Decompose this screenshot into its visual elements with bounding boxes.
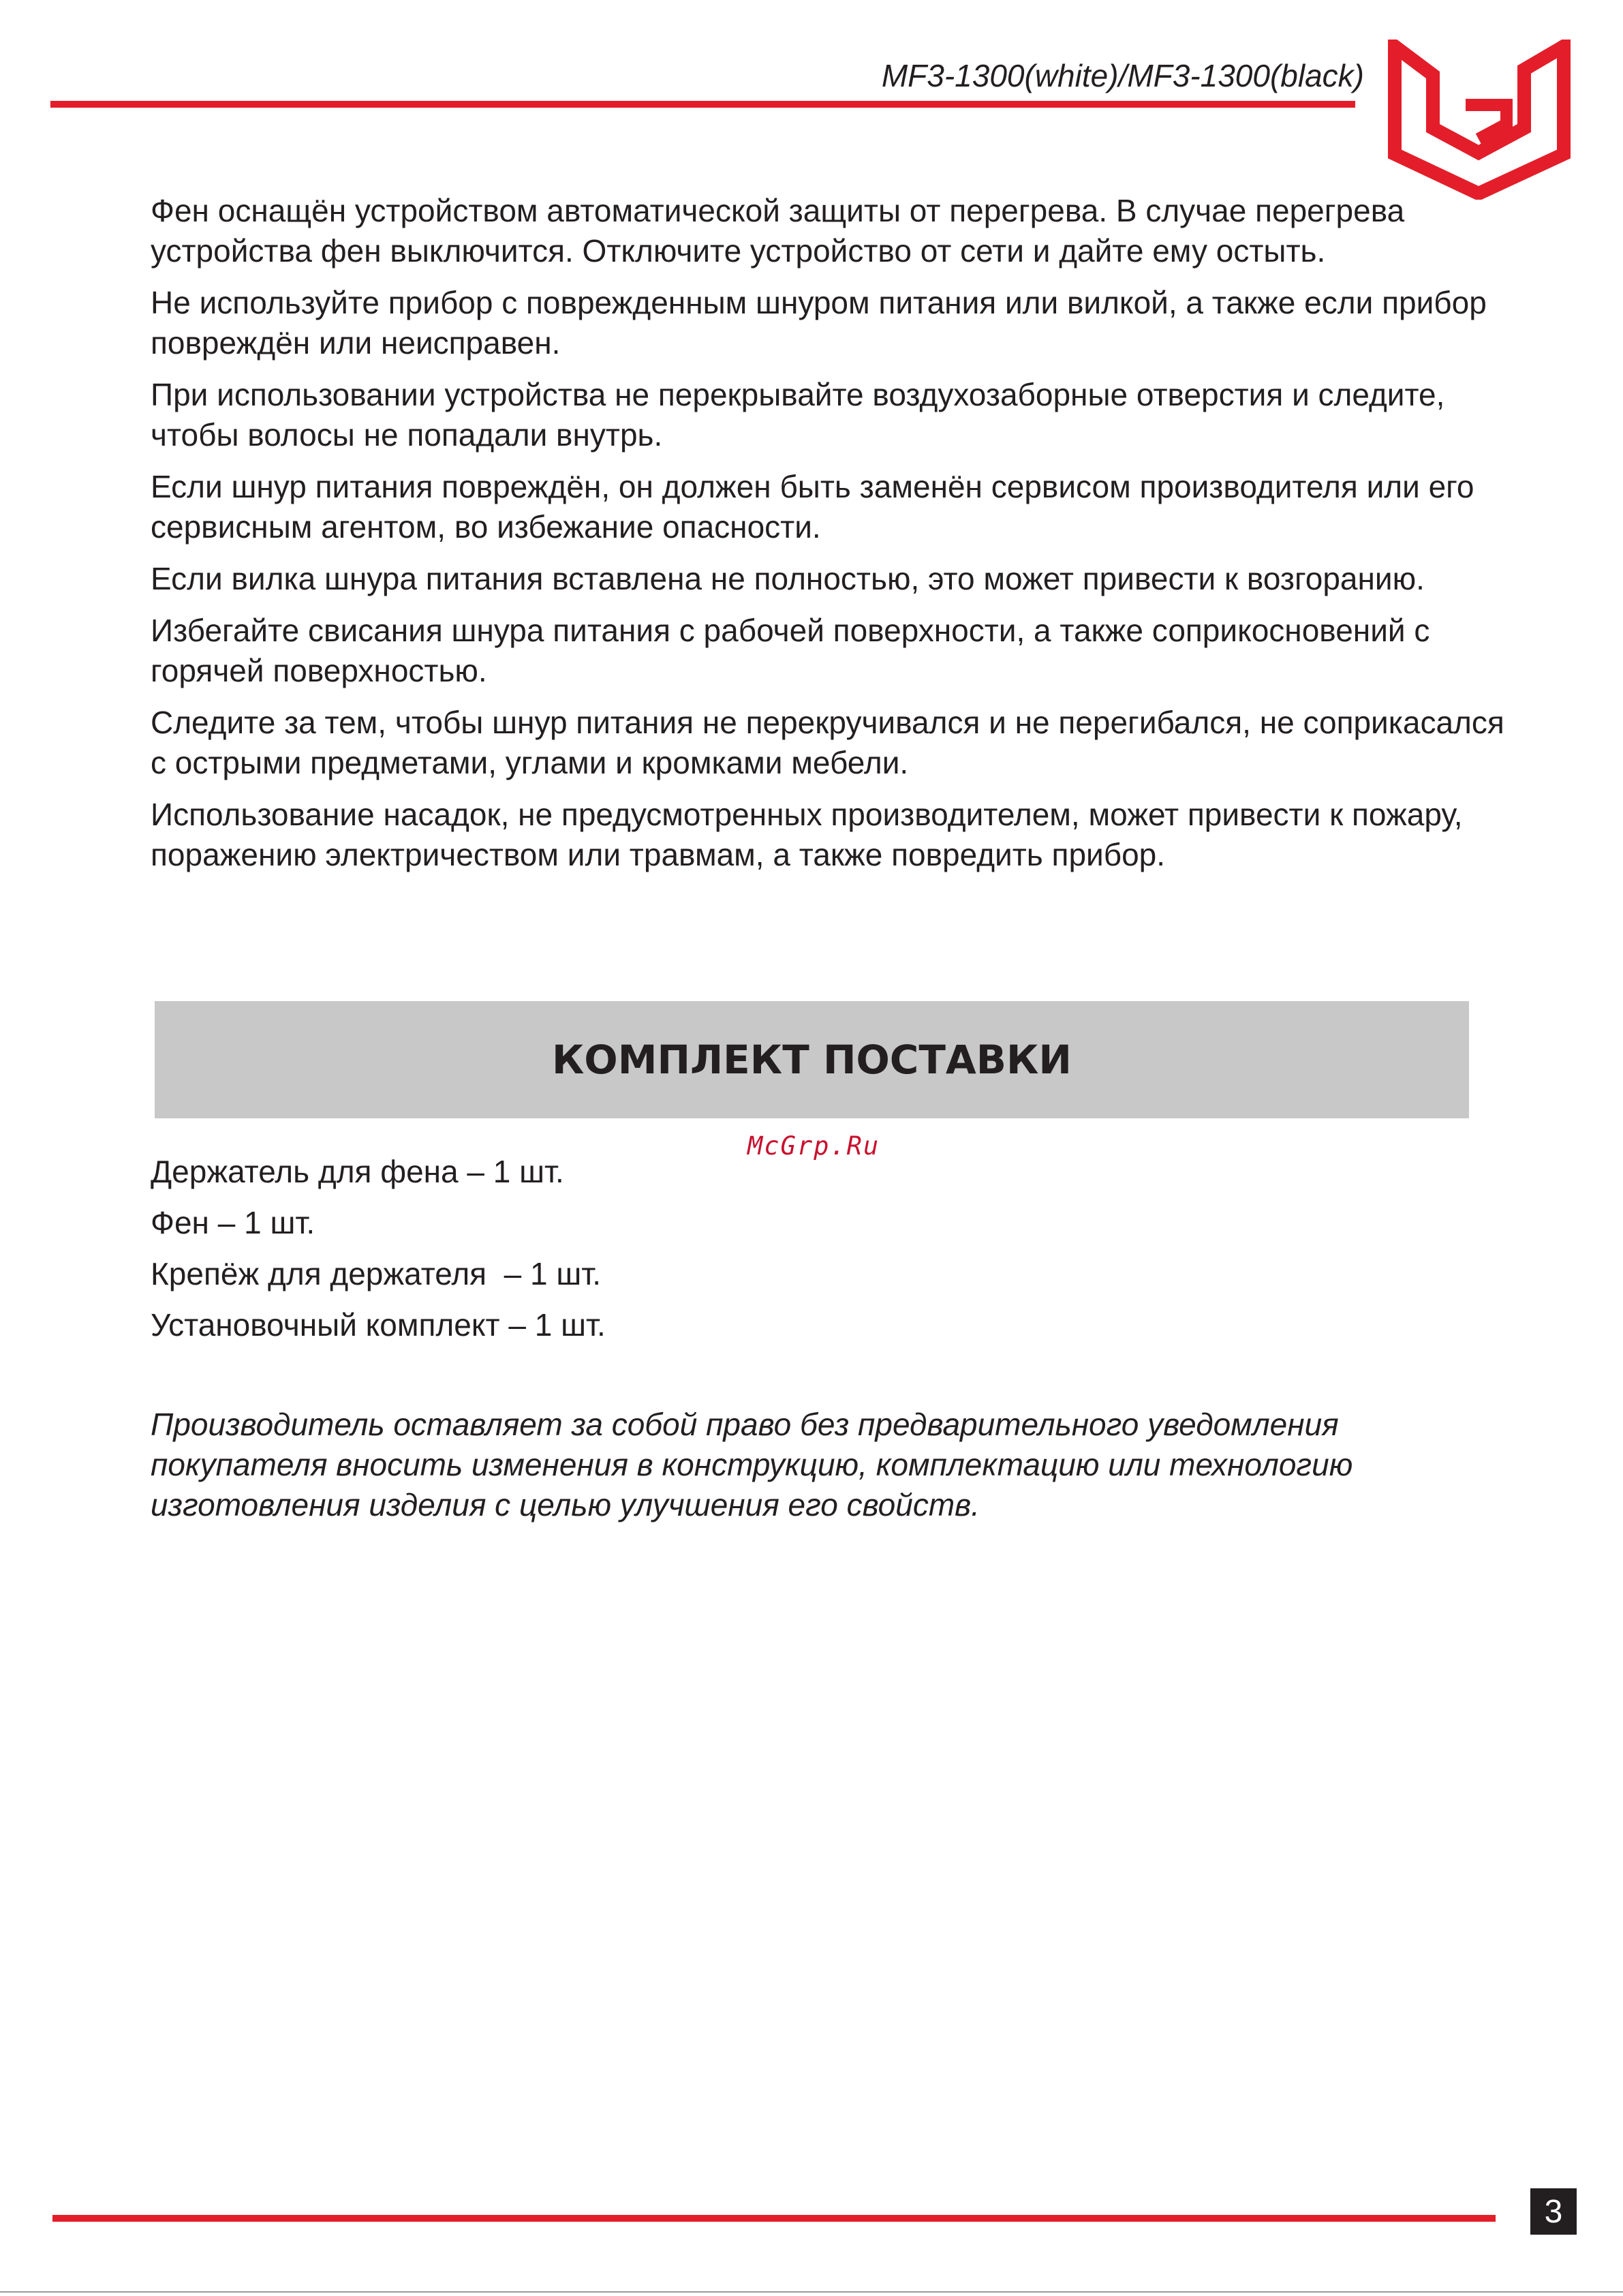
footer-rule bbox=[52, 2215, 1496, 2222]
safety-paragraph: Если вилка шнура питания вставлена не полностью, это может привести к возгоранию. bbox=[151, 561, 1425, 596]
page-edge bbox=[0, 2291, 1623, 2293]
kit-item: Крепёж для держателя – 1 шт. bbox=[151, 1256, 602, 1291]
kit-item: Установочный комплект – 1 шт. bbox=[151, 1307, 606, 1343]
kit-item: Фен – 1 шт. bbox=[151, 1205, 315, 1240]
safety-paragraph: Не используйте прибор с поврежденным шнуром питания или вилкой, а также если прибор повреждён или неисправен. bbox=[151, 285, 1487, 361]
section-title: КОМПЛЕКТ ПОСТАВКИ bbox=[552, 1037, 1072, 1083]
safety-paragraph: Следите за тем, чтобы шнур питания не перекручивался и не перегибался, не соприкасался с острыми предметами, углами и кромками мебели. bbox=[151, 705, 1504, 780]
safety-paragraph: Фен оснащён устройством автоматической защиты от перегрева. В случае перегрева устройства фен выключится. Отключите устройство от сети и дайте ему остыть. bbox=[151, 193, 1405, 269]
safety-paragraph: При использовании устройства не перекрывайте воздухозаборные отверстия и следите, чтобы волосы не попадали внутрь. bbox=[151, 377, 1445, 453]
safety-paragraph: Если шнур питания повреждён, он должен быть заменён сервисом производителя или его сервисным агентом, во избежание опасности. bbox=[151, 469, 1474, 545]
section-header-bar bbox=[155, 1001, 1469, 1118]
header-rule bbox=[50, 101, 1355, 108]
brand-logo-icon bbox=[1385, 40, 1573, 200]
kit-list bbox=[151, 1152, 606, 1356]
safety-paragraph: Избегайте свисания шнура питания с рабочей поверхности, а также соприкосновений с горячей поверхностью. bbox=[151, 613, 1430, 688]
safety-instructions bbox=[151, 191, 1513, 887]
disclaimer: Производитель оставляет за собой право без предварительного уведомления покупателя вносить изменения в конструкцию, комплектацию или технологию изготовления изделия с целью улучшения его свойств. bbox=[151, 1407, 1353, 1522]
model-header: MF3-1300(white)/MF3-1300(black) bbox=[881, 58, 1364, 93]
watermark: McGrp.Ru bbox=[747, 1131, 880, 1161]
kit-item: Держатель для фена – 1 шт. bbox=[151, 1154, 564, 1189]
page-number: 3 bbox=[1530, 2188, 1577, 2235]
safety-paragraph: Использование насадок, не предусмотренных производителем, может привести к пожару, поражению электричеством или травмам, а также повредить прибор. bbox=[151, 797, 1463, 872]
